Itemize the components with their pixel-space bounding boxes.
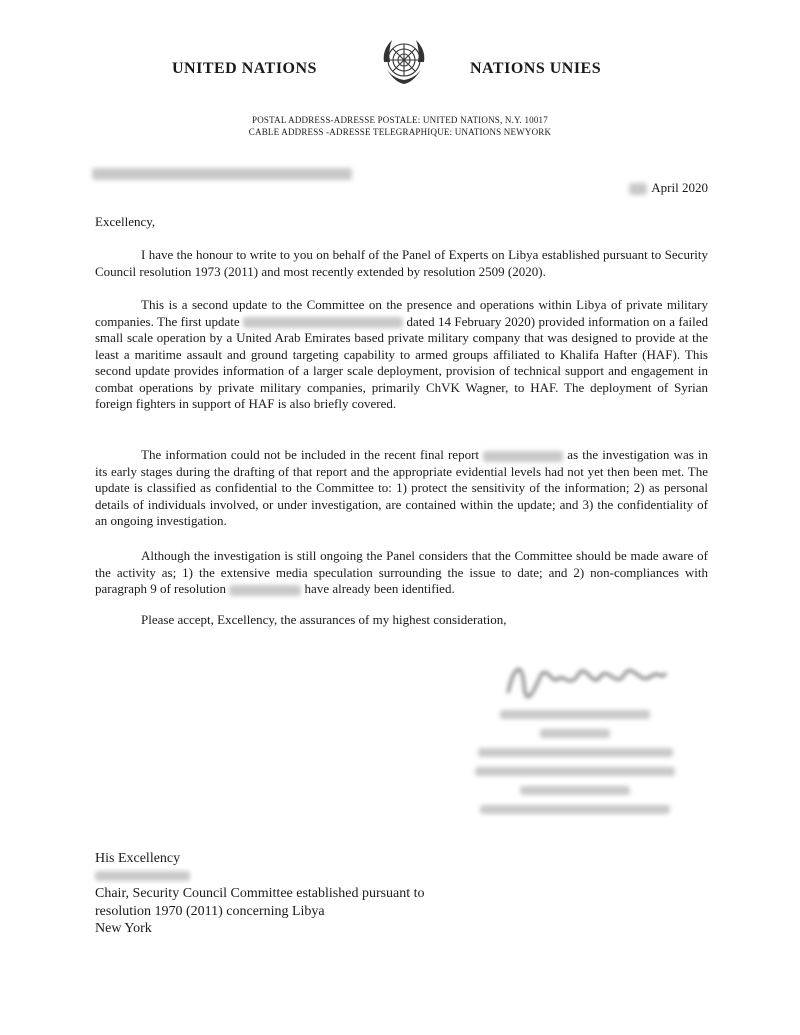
paragraph-1-text: I have the honour to write to you on behalf of the Panel of Experts on Libya established pursuant to Security Council resolution 1973 (2011) and most recently extended by resolution 2509 (2020). [95,247,708,279]
addressee-block [95,850,425,938]
paragraph-3-text-a: The information could not be included in the recent final report [141,447,480,462]
addressee-title: Chair, Security Council Committee established pursuant to [95,886,425,901]
paragraph-2-text-b: dated 14 February 2020) provided information on a failed small scale operation by a United Arab Emirates based private military company that was designed to provide at the least a maritime assault and ground targeting capability to armed groups affiliated to Khalifa Hafter (HAF). This second update provides information of a larger scale deployment, provision of technical support and engagement in combat operations by private military companies, primarily ChVK Wagner, to HAF. The deployment of Syrian foreign fighters in support of HAF is also briefly covered. [95,313,709,411]
un-emblem-icon [374,32,434,92]
redacted-reference [92,168,352,180]
redacted-report-symbol [483,451,563,462]
redacted-fax [520,786,630,795]
paragraph-4-text-b: have already been identified. [304,581,455,596]
redacted-signatory-title [540,729,610,738]
redacted-panel-line-1 [478,748,673,757]
paragraph-2 [95,297,708,413]
paragraph-3 [95,447,708,530]
redacted-document-symbol [243,317,403,328]
addressee-honorific: His Excellency [95,851,181,866]
cable-address: CABLE ADDRESS -ADRESSE TELEGRAPHIQUE: UNATIONS NEWYORK [248,127,552,137]
addressee-committee: resolution 1970 (2011) concerning Libya [95,903,325,919]
redacted-addressee-name [95,871,190,881]
org-name-english: UNITED NATIONS [172,60,317,77]
paragraph-4-text-a: Although the investigation is still ongoing the Panel considers that the Committee should be made aware of the activity as; 1) the extensive media speculation surrounding the issue to date; and 2) non-compliances with paragraph 9 of resolution [95,548,708,596]
letter-date: April 2020 [651,180,708,195]
postal-address: POSTAL ADDRESS-ADRESSE POSTALE: UNITED NATIONS, N.Y. 10017 [252,115,548,125]
redacted-email [480,805,670,814]
paragraph-3-text-b: as the investigation was in its early stages during the drafting of that report and the appropriate evidential levels had not yet then been met. The update is classified as confidential to the Committee to: 1) protect the sensitivity of the information; 2) as personal details of individuals involved, or under investigation, are contained within the update; and 3) the confidentiality of an ongoing investigation. [95,447,709,528]
org-name-french: NATIONS UNIES [470,60,602,77]
redacted-signatory-name [500,710,650,719]
paragraph-2-text-a: This is a second update to the Committee on the presence and operations within Libya of private military companies. The first update [95,297,708,329]
date-line [629,180,708,196]
signature-image [500,655,670,700]
closing-text: Please accept, Excellency, the assurances of my highest consideration, [141,612,507,627]
redacted-day [629,183,647,195]
paragraph-1 [95,247,708,280]
paragraph-4 [95,548,708,598]
salutation: Excellency, [95,214,156,229]
addressee-city: New York [95,921,152,936]
redacted-resolution-number [229,585,301,596]
signature-block-redacted [455,710,695,824]
redacted-panel-line-2 [475,767,675,776]
closing-paragraph [95,612,708,629]
